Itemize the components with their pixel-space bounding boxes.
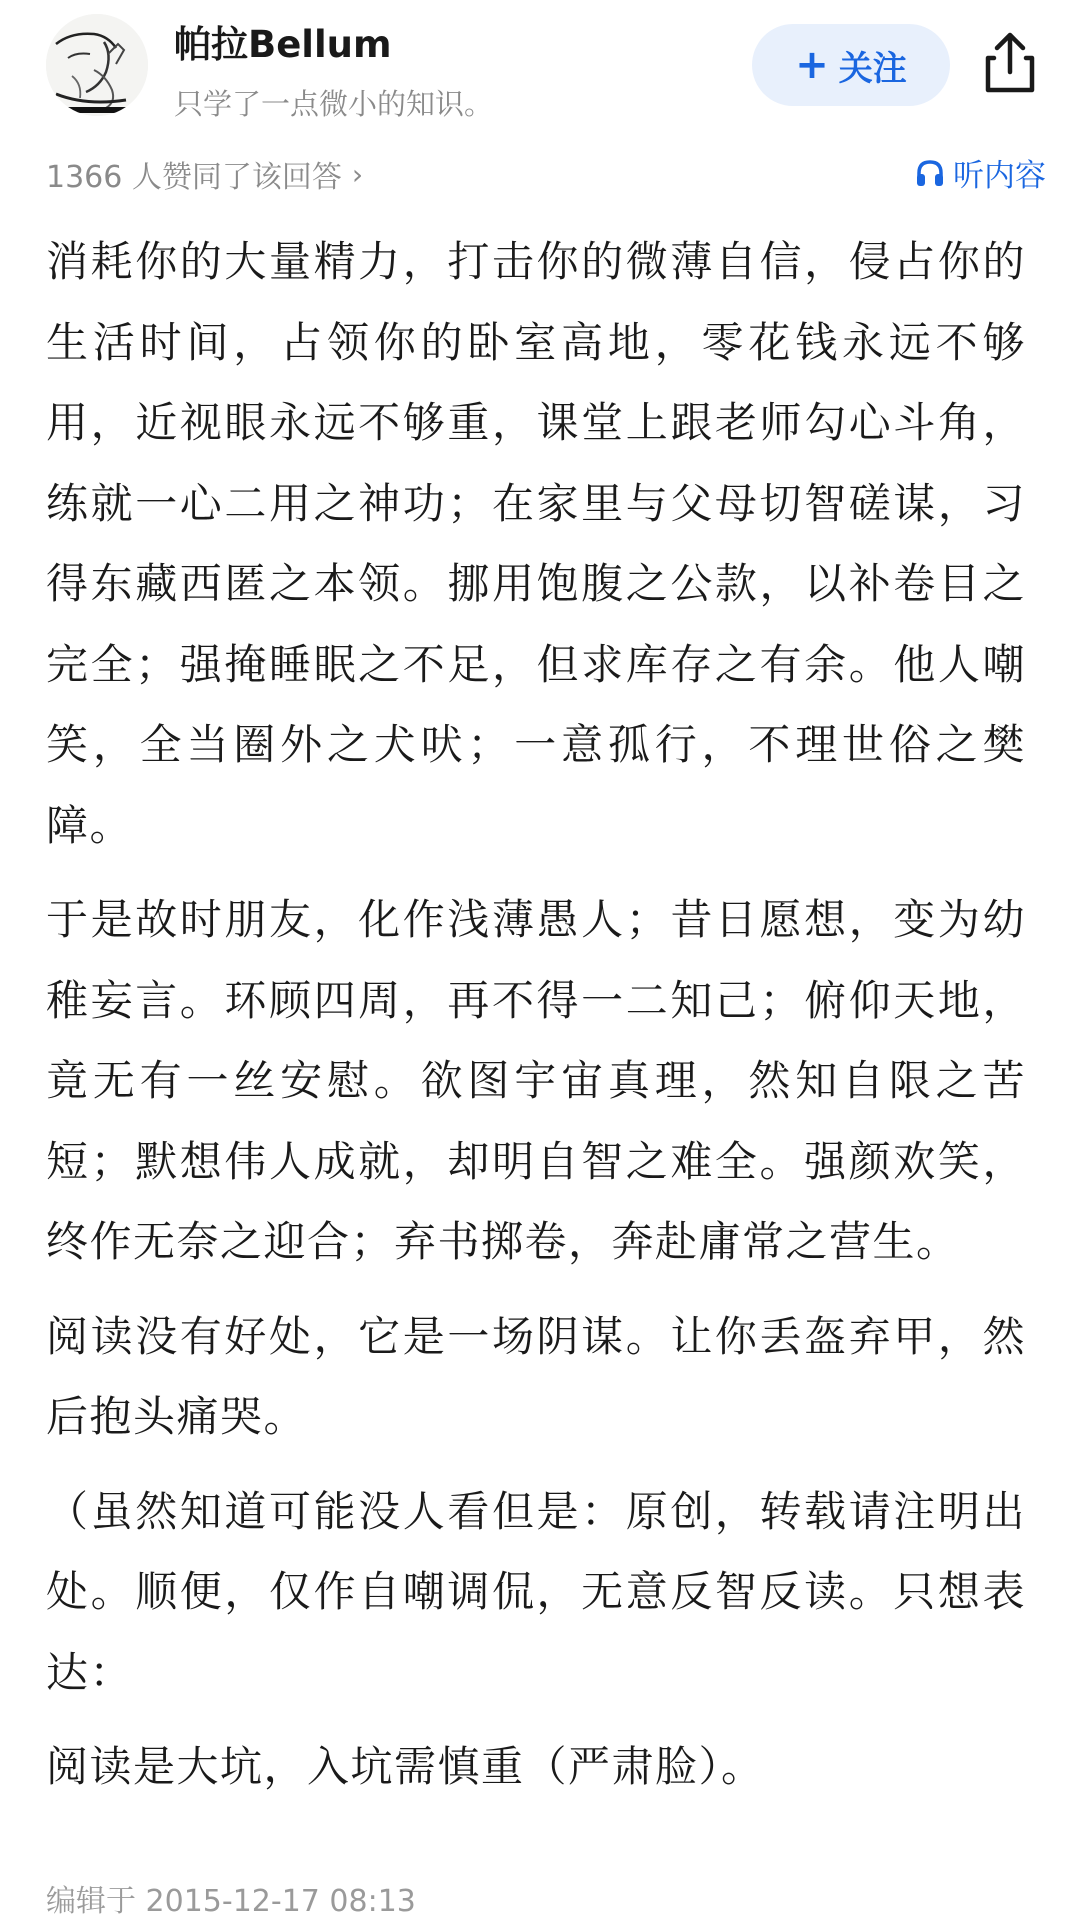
listen-button[interactable]: [915, 150, 1046, 195]
chevron-right-icon: ›: [351, 157, 364, 191]
sketch-hand-avatar-icon: [46, 14, 148, 116]
author-name[interactable]: 帕拉Bellum: [174, 23, 392, 66]
upvote-summary[interactable]: [46, 152, 363, 196]
avatar[interactable]: [46, 14, 148, 116]
upvote-text: 1366 人赞同了该回答: [46, 160, 342, 195]
follow-button[interactable]: [752, 24, 950, 106]
answer-paragraph: （虽然知道可能没人看但是：原创，转载请注明出处。顺便，仅作自嘲调侃，无意反智反读。只想表达：: [46, 1486, 1026, 1697]
author-bio: 只学了一点微小的知识。: [174, 87, 494, 121]
answer-paragraph: 阅读是大坑，入坑需慎重（严肃脸）。: [46, 1742, 765, 1791]
plus-icon: +: [795, 42, 829, 88]
answer-content: [46, 222, 1026, 1808]
listen-label: 听内容: [953, 158, 1046, 194]
answer-paragraph: 消耗你的大量精力，打击你的微薄自信，侵占你的生活时间，占领你的卧室高地，零花钱永远不够用，近视眼永远不够重，课堂上跟老师勾心斗角，练就一心二用之神功；在家里与父母切智磋谋，习得东藏西匿之本领。挪用饱腹之公款，以补卷目之完全；强掩睡眠之不足，但求库存之有余。他人嘲笑，全当圈外之犬吠；一意孤行，不理世俗之樊障。: [46, 237, 1026, 850]
answer-header: [0, 0, 1080, 140]
answer-paragraph: 阅读没有好处，它是一场阴谋。让你丢盔弃甲，然后抱头痛哭。: [46, 1311, 1026, 1441]
edited-timestamp: 编辑于 2015-12-17 08:13: [46, 1884, 416, 1919]
headphones-icon: [915, 158, 945, 188]
share-button[interactable]: [980, 30, 1040, 96]
share-icon: [980, 30, 1040, 96]
follow-label: 关注: [838, 48, 907, 89]
answer-paragraph: 于是故时朋友，化作浅薄愚人；昔日愿想，变为幼稚妄言。环顾四周，再不得一二知己；俯仰天地，竟无有一丝安慰。欲图宇宙真理，然知自限之苦短；默想伟人成就，却明自智之难全。强颜欢笑，终作无奈之迎合；弃书掷卷，奔赴庸常之营生。: [46, 895, 1026, 1266]
